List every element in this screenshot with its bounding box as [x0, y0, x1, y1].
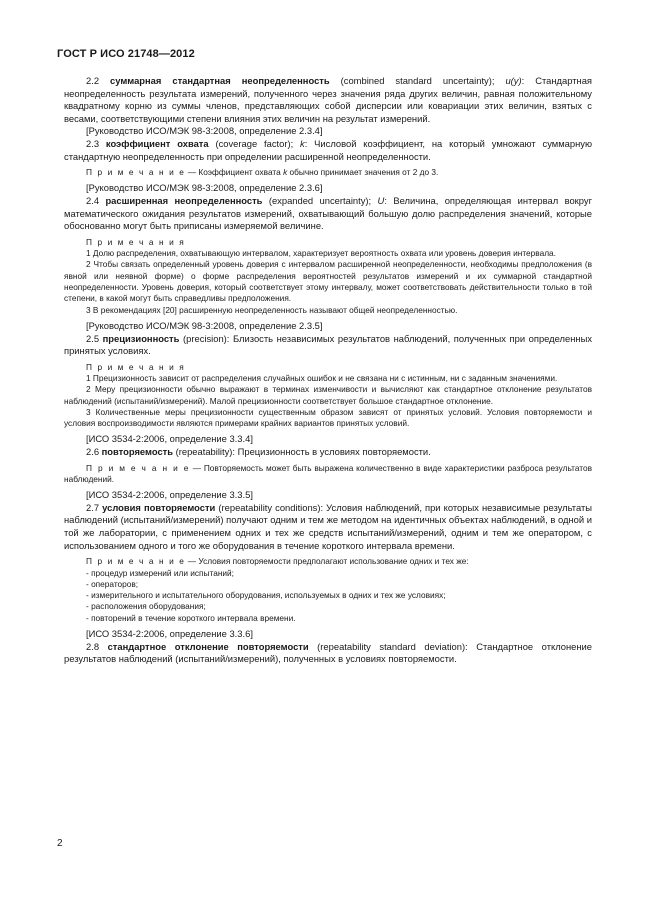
definition-2-2 [64, 75, 592, 125]
definition-2-6 [64, 446, 592, 459]
note-item: 3 В рекомендациях [20] расширенную неопределенность называют общей неопределенностью. [86, 304, 458, 315]
note-text: обычно принимает значения от 2 до 3. [287, 167, 439, 178]
definition-2-7 [64, 502, 592, 552]
definition-symbol: U [377, 195, 385, 207]
definition-text: (repeatability standard deviation): Стандартное отклонение результатов наблюдений (испытаний/измерений), полученных в условиях повторяемости. [64, 640, 593, 665]
note-symbol: k [283, 167, 288, 178]
source-reference: [ИСО 3534-2:2006, определение 3.3.6] [86, 628, 253, 639]
list-item: - расположения оборудования; [86, 601, 206, 612]
definition-2-3 [64, 138, 592, 163]
definition-number: 2.3 [86, 137, 106, 149]
definition-term: условия повторяемости [102, 501, 216, 513]
definition-number: 2.6 [86, 446, 102, 458]
definition-text: (coverage factor); [208, 137, 301, 149]
definition-term: коэффициент охвата [105, 137, 209, 149]
definition-number: 2.8 [86, 640, 108, 652]
source-reference: [ИСО 3534-2:2006, определение 3.3.5] [86, 489, 253, 501]
definition-text: (combined standard uncertainty); [329, 75, 506, 86]
notes-label: П р и м е ч а н и я [86, 236, 186, 247]
definition-text: : Числовой коэффициент, на который умножают суммарную стандартную неопределенность при определении расширенной неопределенности. [64, 137, 593, 162]
definition-text: (precision): Близость независимых результатов наблюдений, полученных при определенных принятых условиях. [64, 332, 593, 357]
definition-text: (expanded uncertainty); [262, 195, 378, 207]
page-number: 2 [57, 838, 63, 849]
note-text: — Повторяемость может быть выражена количественно в виде характеристики разброса результатов наблюдений. [64, 462, 592, 484]
list-item: - повторений в течение короткого интервала времени. [86, 612, 296, 623]
document-body [64, 75, 592, 666]
source-reference: [Руководство ИСО/МЭК 98-3:2008, определение 2.3.6] [86, 182, 323, 194]
definition-number: 2.2 [86, 75, 111, 86]
definition-symbol: u(y) [505, 75, 522, 86]
note-item: 1 Прецизионность зависит от распределения случайных ошибок и не связана ни с истинным, ни с заданным значениями. [86, 372, 558, 383]
note-item: 1 Долю распределения, охватывающую интервалом, характеризует вероятность охвата или уровень доверия интервала. [86, 248, 556, 259]
definition-2-8 [64, 641, 592, 666]
note-item: 2 Меру прецизионности обычно выражают в терминах изменчивости и вычисляют как стандартное отклонение результатов наблюдений (испытаний/измерений). Малой прецизионности соответствует большое стандартное отклонение. [64, 384, 592, 406]
note-text: — Коэффициент охвата [185, 167, 284, 178]
note-label: П р и м е ч а н и е [86, 167, 186, 178]
definition-2-4 [64, 195, 592, 233]
definition-term: стандартное отклонение повторяемости [107, 640, 309, 652]
note-item: 2 Чтобы связать определенный уровень доверия с интервалом расширенной неопределенности, необходимы предположения (в явной или неявной форме) о форме распределения вероятностей результатов измерений и их суммарной стандартной неопределенности. Уровень доверия, который соответствует этому интервалу, может соответствовать действительности только в той степени, в какой могут быть справедливы предположения. [64, 259, 592, 304]
document-header: ГОСТ Р ИСО 21748—2012 [57, 48, 195, 60]
note-text: — Условия повторяемости предполагают использование одних и тех же: [185, 556, 469, 567]
list-item: - измерительного и испытательного оборудования, используемых в одних и тех же условиях; [86, 590, 446, 601]
list-item: - процедур измерений или испытаний; [86, 567, 234, 578]
definition-number: 2.7 [86, 501, 103, 513]
definition-term: прецизионность [102, 332, 180, 344]
list-item: - операторов; [86, 578, 139, 589]
definition-text: : Стандартная неопределенность результата измерений, полученного через значения ряда других величин, равная положительному квадратному корню из суммы членов, представляющих собой дисперсии или ковариации этих величин, взятых с весами, соответствующими степени влияния этих величин на результат измерений. [64, 75, 593, 124]
definition-text: (repeatability conditions): Условия наблюдений, при которых независимые результаты наблюдений (испытаний/измерений) получают одним и тем же методом на идентичных объектах наблюдений, в одной и той же лаборатории, с применением одних и тех же средств испытаний/измерений, одним и тем же оператором, с использованием одного и того же оборудования в течение короткого интервала времени. [64, 501, 593, 551]
source-reference: [Руководство ИСО/МЭК 98-3:2008, определение 2.3.5] [86, 319, 323, 331]
note [64, 556, 592, 567]
definition-text: : Величина, определяющая интервал вокруг математического ожидания результатов измерений, охватывающий большую долю распределения значений, которые обоснованно могут быть приписаны измеряемой величине. [64, 195, 592, 232]
definition-term: суммарная стандартная неопределенность [110, 75, 330, 86]
definition-number: 2.4 [86, 195, 106, 207]
definition-term: повторяемость [101, 446, 174, 458]
source-reference: [Руководство ИСО/МЭК 98-3:2008, определение 2.3.4] [86, 125, 323, 137]
note-label: П р и м е ч а н и е [86, 462, 190, 473]
definition-text: (repeatability): Прецизионность в условиях повторяемости. [173, 446, 431, 458]
definition-symbol: k [300, 137, 305, 149]
definition-number: 2.5 [86, 332, 103, 344]
notes-label: П р и м е ч а н и я [86, 361, 186, 372]
note-label: П р и м е ч а н и е [86, 556, 186, 567]
definition-term: расширенная неопределенность [105, 195, 263, 207]
note [64, 463, 592, 486]
definition-2-5 [64, 333, 592, 358]
source-reference: [ИСО 3534-2:2006, определение 3.3.4] [86, 433, 253, 445]
note-item: 3 Количественные меры прецизионности существенным образом зависят от принятых условий. Условия повторяемости и условия воспроизводимости являются примерами крайних вариантов принятых условий. [64, 406, 592, 429]
note [64, 167, 592, 178]
